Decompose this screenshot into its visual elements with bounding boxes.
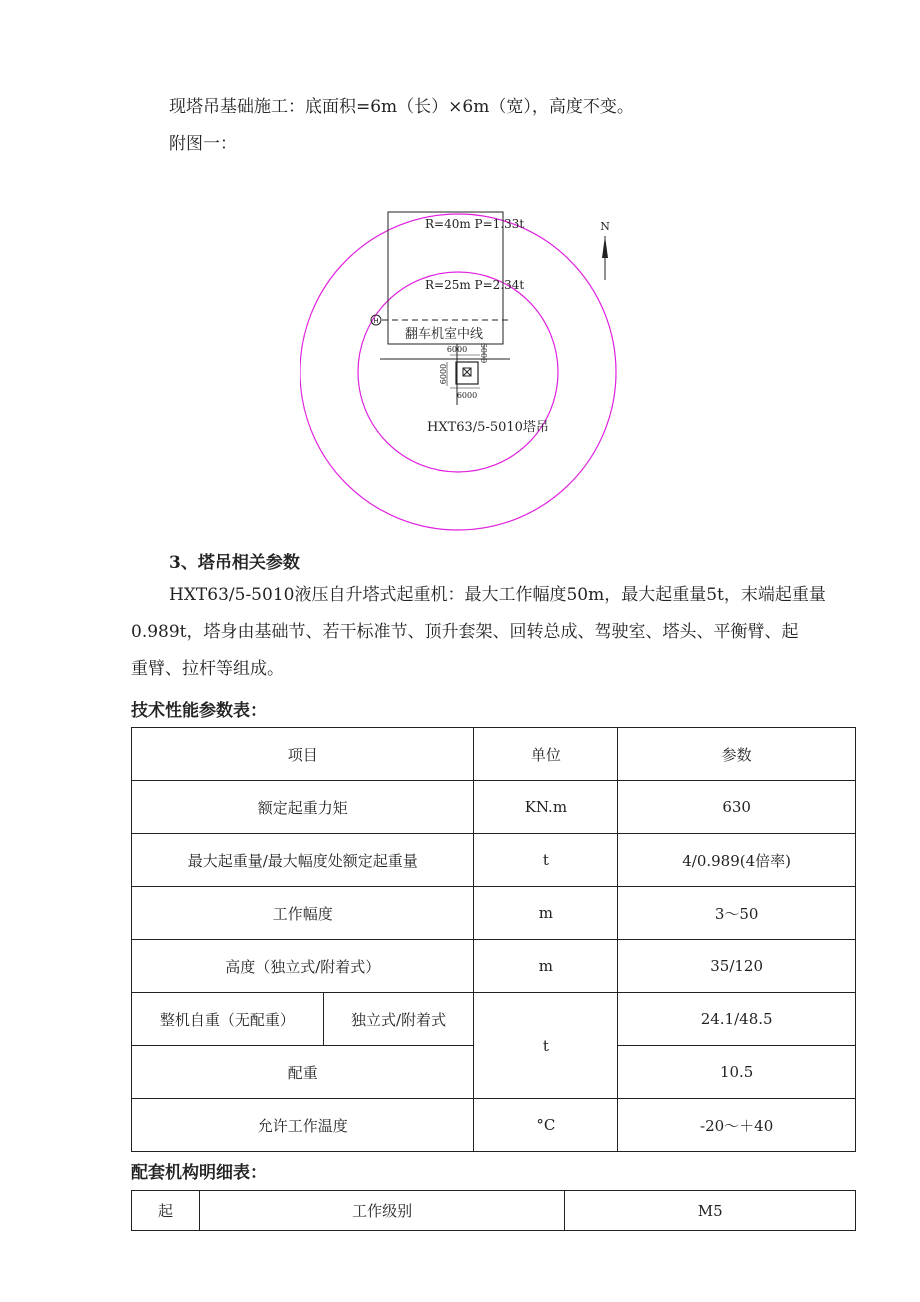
parts-cell-1: 起: [132, 1191, 200, 1231]
parts-cell-3: M5: [565, 1191, 856, 1231]
row-item: 工作幅度: [132, 887, 474, 940]
row-unit: KN.m: [474, 781, 618, 834]
weight-unit: t: [474, 993, 618, 1099]
weight-item: 整机自重（无配重）: [132, 993, 324, 1046]
row-item: 额定起重力矩: [132, 781, 474, 834]
parts-table-title: 配套机构明细表：: [131, 1163, 267, 1183]
radius-25m-label: R=25m P=2.34t: [425, 278, 525, 292]
table-row: [132, 834, 856, 887]
dim-left: 6000: [439, 363, 448, 385]
dim-right: 6000: [479, 342, 488, 364]
crane-layout-drawing: [300, 200, 640, 545]
row-value: 35/120: [618, 940, 856, 993]
dim-bottom: 6000: [456, 391, 478, 400]
section-3-line-2: 0.989t，塔身由基础节、若干标准节、顶升套架、回转总成、驾驶室、塔头、平衡臂、起: [131, 622, 799, 642]
section-3-line-1: HXT63/5-5010液压自升塔式起重机：最大工作幅度50m，最大起重量5t，末端起重量: [169, 585, 826, 605]
params-table-title: 技术性能参数表：: [131, 701, 267, 721]
weight-value: 24.1/48.5: [618, 993, 856, 1046]
header-item: 项目: [132, 728, 474, 781]
table-row: [132, 1191, 856, 1231]
temperature-unit: °C: [474, 1099, 618, 1152]
crane-layout-figure: [300, 200, 640, 545]
radius-40m-circle: [300, 214, 616, 530]
table-row: [132, 887, 856, 940]
north-arrow-head: [602, 236, 608, 258]
north-label: N: [600, 220, 610, 233]
row-unit: m: [474, 940, 618, 993]
parts-table: [131, 1190, 856, 1231]
parts-cell-2: 工作级别: [199, 1191, 564, 1231]
row-item: 高度（独立式/附着式）: [132, 940, 474, 993]
crane-foundation-square: [456, 362, 478, 384]
temperature-value: -20～＋40: [618, 1099, 856, 1152]
params-table: [131, 727, 856, 1152]
row-value: 630: [618, 781, 856, 834]
header-value: 参数: [618, 728, 856, 781]
figure-caption: 附图一：: [169, 134, 237, 154]
crane-label: HXT63/5-5010塔吊: [427, 420, 549, 435]
row-value: 3～50: [618, 887, 856, 940]
table-row: [132, 1099, 856, 1152]
dim-top: 6000: [446, 345, 468, 354]
foundation-text: 现塔吊基础施工：底面积=6m（长）×6m（宽），高度不变。: [169, 97, 634, 117]
table-row: [132, 940, 856, 993]
center-line-label: 翻车机室中线: [405, 327, 484, 342]
weight-sub: 独立式/附着式: [323, 993, 474, 1046]
table-row: [132, 781, 856, 834]
counterweight-item: 配重: [132, 1046, 474, 1099]
counterweight-value: 10.5: [618, 1046, 856, 1099]
row-unit: m: [474, 887, 618, 940]
row-unit: t: [474, 834, 618, 887]
section-3-line-3: 重臂、拉杆等组成。: [131, 659, 284, 679]
temperature-item: 允许工作温度: [132, 1099, 474, 1152]
section-3-heading: 3、塔吊相关参数: [169, 553, 300, 573]
radius-40m-label: R=40m P=1.33t: [425, 217, 525, 231]
marker-label: H: [373, 317, 379, 325]
table-row: [132, 993, 856, 1046]
row-value: 4/0.989(4倍率): [618, 834, 856, 887]
row-item: 最大起重量/最大幅度处额定起重量: [132, 834, 474, 887]
table-header-row: [132, 728, 856, 781]
header-unit: 单位: [474, 728, 618, 781]
